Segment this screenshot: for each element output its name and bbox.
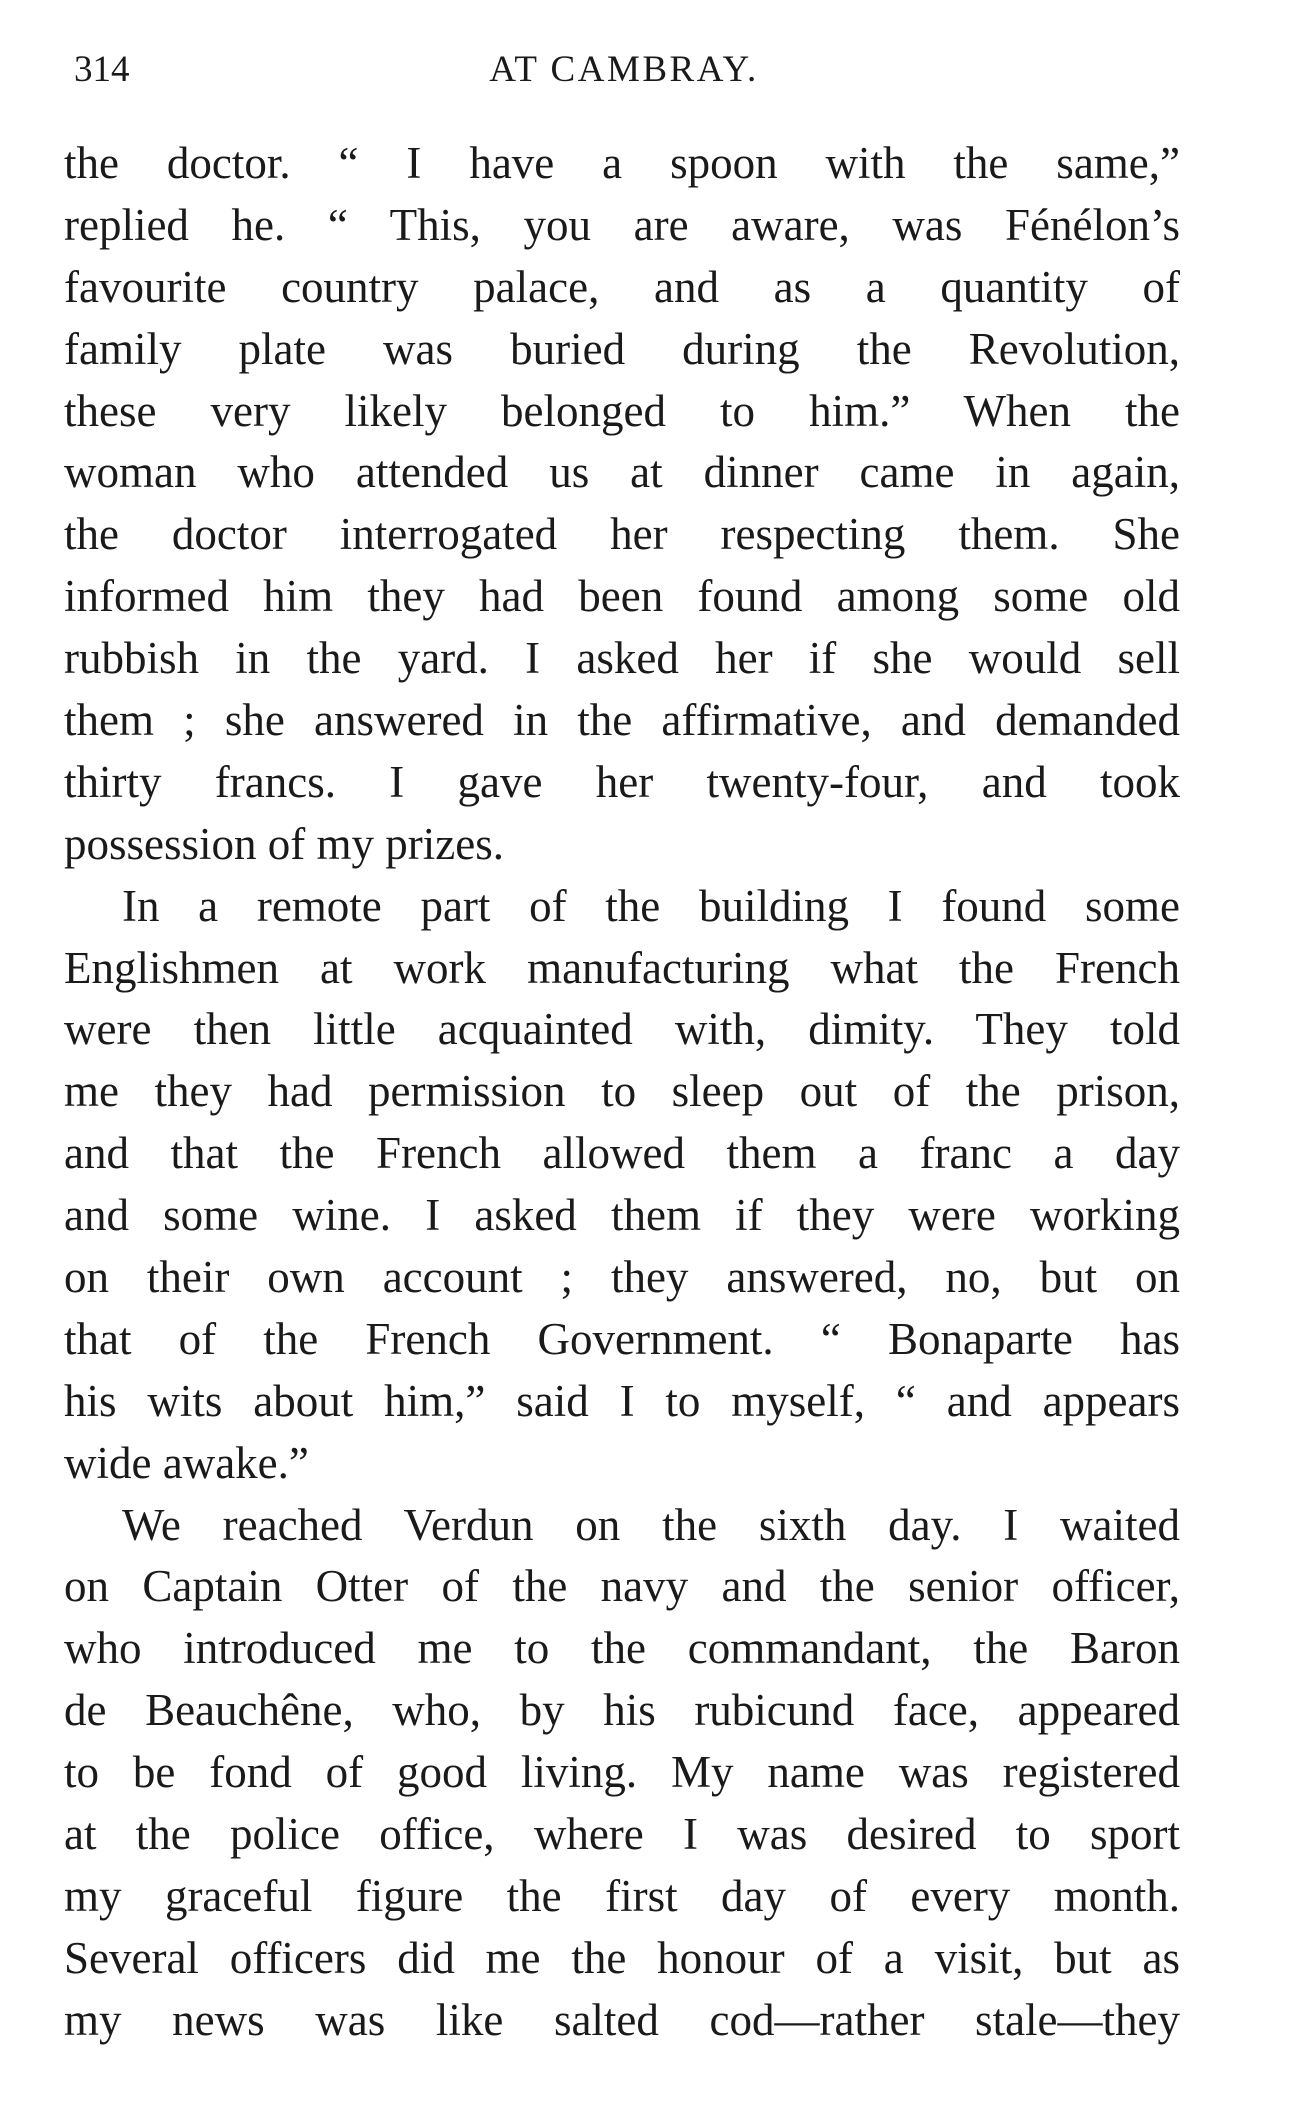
text-line: my news was like salted cod—rather stale—they — [64, 1994, 1180, 2045]
paragraph — [64, 1495, 1180, 2052]
text-line: In a remote part of the building I found some — [122, 880, 1180, 931]
text-line: were then little acquainted with, dimity. They told — [64, 1004, 1180, 1055]
text-line: replied he. “ This, you are aware, was Fénélon’s — [64, 199, 1180, 250]
text-line: de Beauchêne, who, by his rubicund face, appeared — [64, 1685, 1180, 1736]
text-line: woman who attended us at dinner came in again, — [64, 447, 1180, 498]
paragraph — [64, 876, 1180, 1495]
text-line: the doctor interrogated her respecting them. She — [64, 509, 1180, 560]
text-line: to be fond of good living. My name was registered — [64, 1747, 1180, 1798]
text-line: at the police office, where I was desired to sport — [64, 1809, 1180, 1860]
text-line: rubbish in the yard. I asked her if she would sell — [64, 633, 1180, 684]
page-number: 314 — [74, 49, 130, 90]
text-line: thirty francs. I gave her twenty-four, and took — [64, 756, 1180, 807]
text-line: family plate was buried during the Revolution, — [64, 323, 1180, 374]
body-text — [64, 133, 1180, 2052]
text-line: wide awake.” — [64, 1437, 309, 1488]
text-line: them ; she answered in the affirmative, and demanded — [64, 695, 1180, 746]
text-line: We reached Verdun on the sixth day. I waited — [122, 1499, 1180, 1550]
text-line: me they had permission to sleep out of the prison, — [64, 1066, 1180, 1117]
text-line: these very likely belonged to him.” When the — [64, 385, 1180, 436]
text-line: Englishmen at work manufacturing what the French — [64, 942, 1180, 993]
running-head: AT CAMBRAY. — [489, 49, 759, 90]
text-line: on their own account ; they answered, no, but on — [64, 1252, 1180, 1303]
text-line: the doctor. “ I have a spoon with the same,” — [64, 138, 1180, 188]
text-line: my graceful figure the first day of every month. — [64, 1870, 1180, 1921]
text-line: Several officers did me the honour of a visit, but as — [64, 1932, 1180, 1983]
text-line: who introduced me to the commandant, the Baron — [64, 1623, 1180, 1674]
text-line: that of the French Government. “ Bonaparte has — [64, 1313, 1180, 1364]
text-line: possession of my prizes. — [64, 818, 504, 869]
text-line: informed him they had been found among some old — [64, 571, 1180, 622]
page-header — [68, 44, 1180, 96]
paragraph — [64, 133, 1180, 876]
text-line: and some wine. I asked them if they were working — [64, 1190, 1180, 1241]
text-line: and that the French allowed them a franc a day — [64, 1128, 1180, 1179]
text-line: his wits about him,” said I to myself, “ and appears — [64, 1375, 1180, 1426]
text-line: favourite country palace, and as a quantity of — [64, 261, 1180, 312]
text-line: on Captain Otter of the navy and the senior officer, — [64, 1561, 1180, 1612]
